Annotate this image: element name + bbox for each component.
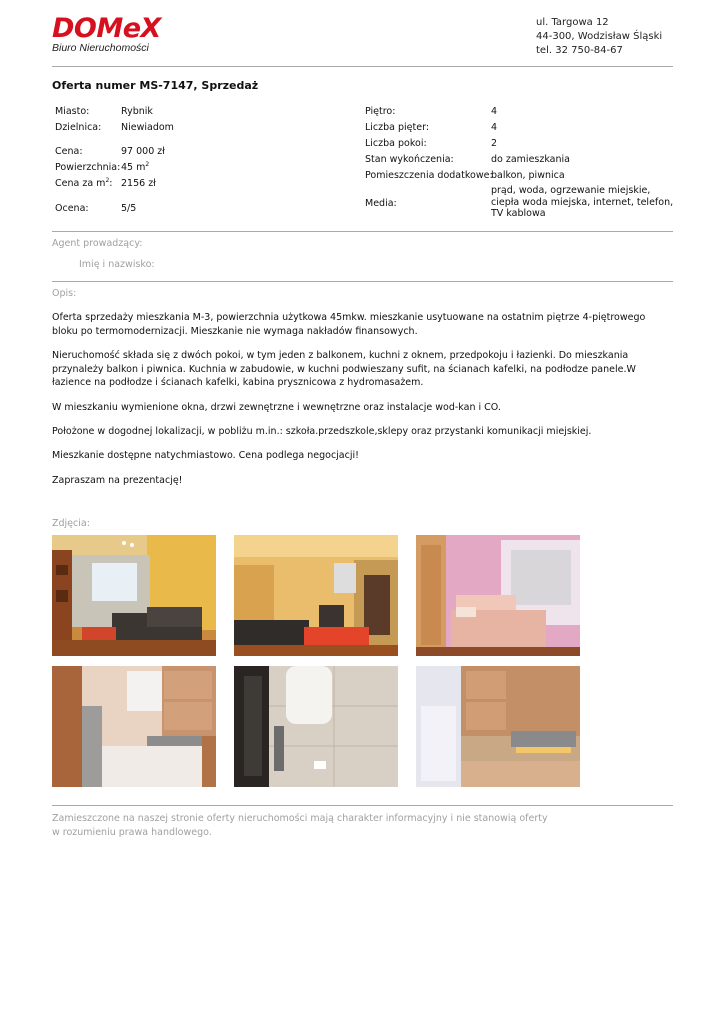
ocena-value: 5/5 <box>121 203 137 214</box>
stan-value: do zamieszkania <box>491 154 570 165</box>
address-street: ul. Targowa 12 <box>536 17 609 28</box>
photos-section-label: Zdjęcia: <box>52 518 90 529</box>
miasto-label: Miasto: <box>55 106 90 117</box>
footer-disclaimer <box>52 812 548 839</box>
logo-text: DOMeX <box>52 13 161 44</box>
description-paragraph: W mieszkaniu wymienione okna, drzwi zewnętrzne i wewnętrzne oraz instalacje wod-kan i CO. <box>52 402 501 413</box>
liczba-pokoi-label: Liczba pokoi: <box>365 138 427 149</box>
description-paragraph: Zapraszam na prezentację! <box>52 475 183 486</box>
description-paragraph: Nieruchomość składa się z dwóch pokoi, w tym jeden z balkonem, kuchni z oknem, przedpokoju i łazienki. Do mieszkania przynależy balkon i piwnica. Kuchnia w zabudowie, w kuchni podwieszany sufit, na ścianach kafelki, na podłodze panele.W łazience na podłodze i ścianach kafelki, kabina prysznicowa z hydromasażem. <box>52 350 636 388</box>
cena-label: Cena: <box>55 146 83 157</box>
description-section-label: Opis: <box>52 288 77 299</box>
pomieszczenia-value: balkon, piwnica <box>491 170 565 181</box>
pomieszczenia-label: Pomieszczenia dodatkowe: <box>365 170 493 181</box>
address-city: 44-300, Wodzisław Śląski <box>536 31 663 42</box>
footer-line: Zamieszczone na naszej stronie oferty nieruchomości mają charakter informacyjny i nie stanowią oferty <box>52 813 548 824</box>
powierzchnia-value: 45 $m^2$ <box>121 160 150 173</box>
photo-bathroom[interactable] <box>234 666 398 787</box>
description-paragraph: Położone w dogodnej lokalizacji, w pobliżu m.in.: szkoła.przedszkole,sklepy oraz przystanki komunikacji miejskiej. <box>52 426 592 437</box>
dzielnica-value: Niewiadom <box>121 122 174 133</box>
dzielnica-label: Dzielnica: <box>55 122 102 133</box>
photo-living-room[interactable] <box>52 535 216 656</box>
photo-bedroom[interactable] <box>416 535 580 656</box>
media-label: Media: <box>365 198 397 209</box>
liczba-pokoi-value: 2 <box>491 138 498 149</box>
liczba-pieter-value: 4 <box>491 122 498 133</box>
logo-tagline: Biuro Nieruchomości <box>52 42 149 54</box>
office-address <box>536 16 662 58</box>
address-phone: tel. 32 750-84-67 <box>536 45 623 56</box>
stan-label: Stan wykończenia: <box>365 154 454 165</box>
photo-kitchen[interactable] <box>52 666 216 787</box>
agent-name-label: Imię i nazwisko: <box>79 259 155 270</box>
header-divider <box>52 66 673 67</box>
miasto-value: Rybnik <box>121 106 153 117</box>
description-paragraph: Oferta sprzedaży mieszkania M-3, powierzchnia użytkowa 45mkw. mieszkanie usytuowane na ostatnim piętrze 4-piętrowego bloku po termomodernizacji. Mieszkanie nie wymaga nakładów finansowych. <box>52 312 646 337</box>
company-logo <box>52 14 252 56</box>
pietro-label: Piętro: <box>365 106 396 117</box>
agent-divider <box>52 281 673 282</box>
details-divider <box>52 231 673 232</box>
media-value: prąd, woda, ogrzewanie miejskie, ciepła woda miejska, internet, telefon, TV kablowa <box>491 185 674 219</box>
cena-m2-label: Cena za $m^2$: <box>55 176 113 189</box>
cena-m2-value: 2156 zł <box>121 178 156 189</box>
pietro-value: 4 <box>491 106 498 117</box>
cena-value: 97 000 zł <box>121 146 165 157</box>
footer-divider <box>52 805 673 806</box>
footer-line: w rozumieniu prawa handlowego. <box>52 826 212 838</box>
liczba-pieter-label: Liczba pięter: <box>365 122 430 133</box>
description-paragraph: Mieszkanie dostępne natychmiastowo. Cena podlega negocjacji! <box>52 450 359 461</box>
photo-living-room-2[interactable] <box>234 535 398 656</box>
ocena-label: Ocena: <box>55 203 89 214</box>
photo-kitchen-2[interactable] <box>416 666 580 787</box>
agent-section-label: Agent prowadzący: <box>52 238 143 249</box>
powierzchnia-label: Powierzchnia: <box>55 162 121 173</box>
offer-title: Oferta numer MS-7147, Sprzedaż <box>52 79 259 92</box>
